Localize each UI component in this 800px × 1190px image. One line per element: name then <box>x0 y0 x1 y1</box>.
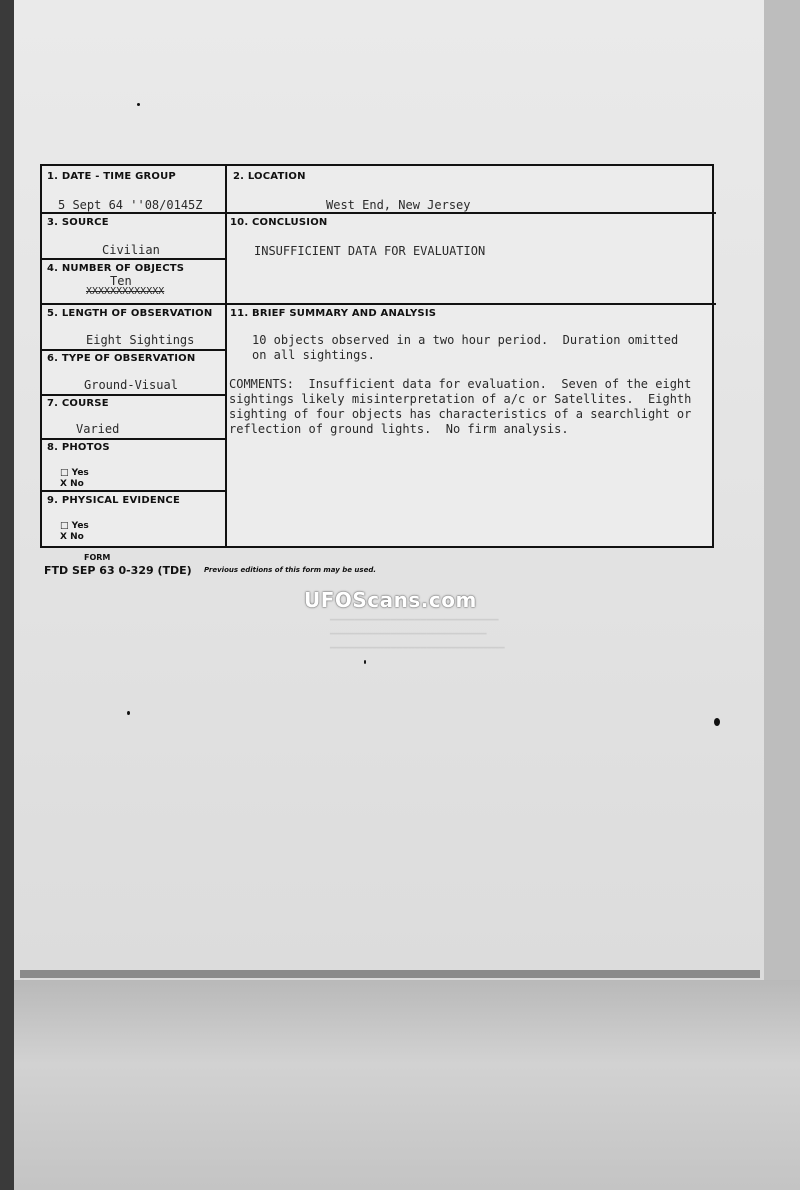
location-label: 2. LOCATION <box>233 171 306 182</box>
date-time-group-value: 5 Sept 64 ''08/0145Z <box>58 198 203 212</box>
photos-label: 8. PHOTOS <box>47 442 110 453</box>
row-rule <box>42 212 716 214</box>
course-value: Varied <box>76 422 120 436</box>
length-of-observation-value: Eight Sightings <box>86 333 195 347</box>
photos-yes-checkbox: □ Yes <box>60 468 89 478</box>
number-of-objects-label: 4. NUMBER OF OBJECTS <box>47 263 185 274</box>
number-of-objects-struck: XXXXXXXXXXXXX <box>86 286 165 297</box>
type-of-observation-label: 6. TYPE OF OBSERVATION <box>47 353 196 364</box>
speck <box>364 660 366 664</box>
row-rule <box>42 490 226 492</box>
physical-evidence-no-checkbox: X No <box>60 532 84 542</box>
underlying-page <box>14 980 800 1190</box>
conclusion-label: 10. CONCLUSION <box>230 217 328 228</box>
summary-text: 10 objects observed in a two hour period. Duration omitted on all sightings. <box>252 333 679 362</box>
scan-right-edge <box>764 0 800 1000</box>
summary-label: 11. BRIEF SUMMARY AND ANALYSIS <box>230 308 437 319</box>
speck <box>714 718 720 726</box>
length-of-observation-label: 5. LENGTH OF OBSERVATION <box>47 308 213 319</box>
scan-left-edge <box>0 0 14 1190</box>
conclusion-value: INSUFFICIENT DATA FOR EVALUATION <box>254 244 486 258</box>
row-rule <box>42 349 226 351</box>
previous-editions-note: Previous editions of this form may be used. <box>204 566 376 574</box>
speck <box>137 103 140 106</box>
bleed-through-text-lower: ━━━━━━━━━━━━━━━━━━━━━━━━━━━━ ━━━━━━━━━━━━━━━━━━━━━━━━━━ ━━━━━━━━━━━━━━━━━━━━━━━━━━━━━ <box>330 615 505 654</box>
physical-evidence-yes-checkbox: □ Yes <box>60 521 89 531</box>
source-label: 3. SOURCE <box>47 217 109 228</box>
page-bottom-edge <box>20 970 760 978</box>
photos-no-checkbox: X No <box>60 479 84 489</box>
row-rule <box>42 303 716 305</box>
project-blue-book-form <box>40 164 714 548</box>
summary-comments: COMMENTS: Insufficient data for evaluation. Seven of the eight sightings likely misinterpretation of a/c or Satellites. Eighth sighting of four objects has characteristics of a searchlight or reflection of ground lights. No firm analysis. <box>229 377 692 436</box>
watermark: UFOScans.com <box>304 588 477 612</box>
form-word: FORM <box>84 553 111 562</box>
date-time-group-label: 1. DATE - TIME GROUP <box>47 171 176 182</box>
row-rule <box>42 394 226 396</box>
physical-evidence-label: 9. PHYSICAL EVIDENCE <box>47 495 180 506</box>
bleed-through-text <box>240 88 637 116</box>
speck <box>127 711 130 715</box>
course-label: 7. COURSE <box>47 398 109 409</box>
form-id: FTD SEP 63 0-329 (TDE) <box>44 564 192 577</box>
row-rule <box>42 438 226 440</box>
source-value: Civilian <box>102 243 160 257</box>
column-divider <box>225 166 227 546</box>
row-rule <box>42 258 226 260</box>
location-value: West End, New Jersey <box>326 198 471 212</box>
number-of-objects-value: Ten <box>110 274 132 288</box>
type-of-observation-value: Ground-Visual <box>84 378 178 392</box>
